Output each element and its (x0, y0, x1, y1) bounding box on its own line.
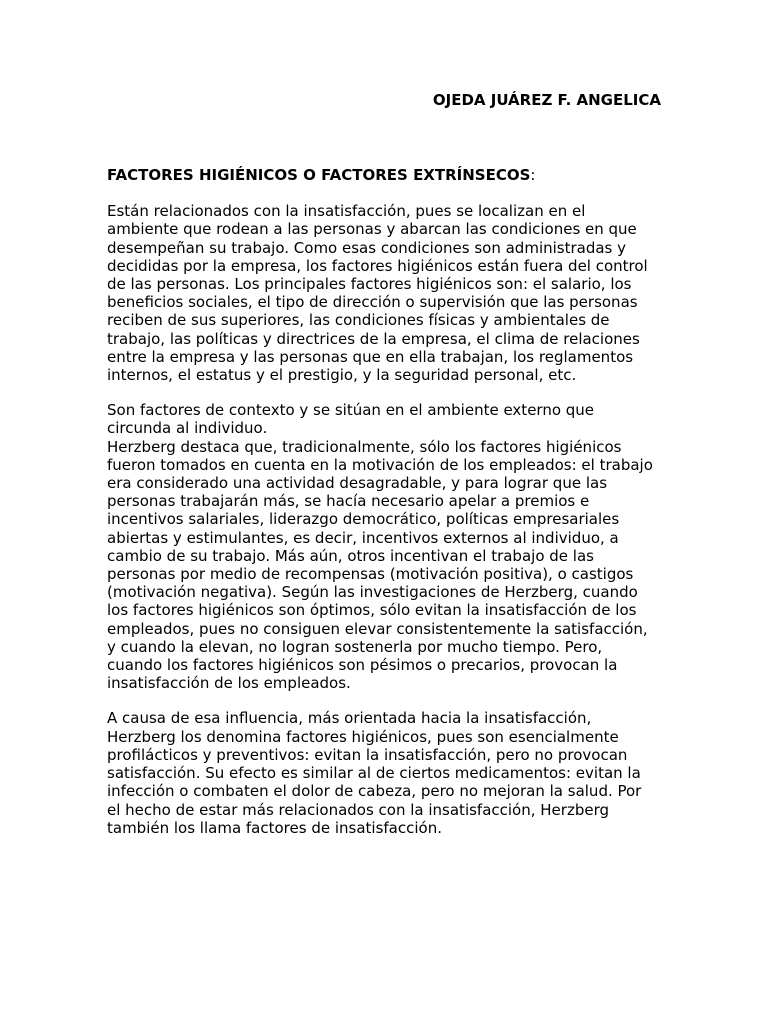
section-heading-text: FACTORES HIGIÉNICOS O FACTORES EXTRÍNSECOS (107, 166, 531, 184)
section-heading (107, 166, 663, 184)
section-heading-suffix: : (530, 166, 536, 184)
paragraph-4: A causa de esa influencia, más orientada hacia la insatisfacción, Herzberg los denomina factores higiénicos, pues son esencialmente profilácticos y preventivos: evitan la insatisfacción, pero no provocan satisfacción. Su efecto es similar al de ciertos medicamentos: evitan la infección o combaten el dolor de cabeza, pero no mejoran la salud. Por el hecho de estar más relacionados con la insatisfacción, Herzberg también los llama factores de insatisfacción. (107, 709, 642, 837)
document-body (107, 166, 663, 854)
paragraph-3: Herzberg destaca que, tradicionalmente, sólo los factores higiénicos fueron tomados en cuenta en la motivación de los empleados: el trabajo era considerado una actividad desagradable, y para lograr que las personas trabajarán más, se hacía necesario apelar a premios e incentivos salariales, liderazgo democrático, políticas empresariales abiertas y estimulantes, es decir, incentivos externos al individuo, a cambio de su trabajo. Más aún, otros incentivan el trabajo de las personas por medio de recompensas (motivación positiva), o castigos (motivación negativa). Según las investigaciones de Herzberg, cuando los factores higiénicos son óptimos, sólo evitan la insatisfacción de los empleados, pues no consiguen elevar consistentemente la satisfacción, y cuando la elevan, no logran sostenerla por mucho tiempo. Pero, cuando los factores higiénicos son pésimos o precarios, provocan la insatisfacción de los empleados. (107, 437, 653, 693)
paragraph-2: Son factores de contexto y se sitúan en el ambiente externo que circunda al individuo. (107, 401, 595, 438)
paragraph-1: Están relacionados con la insatisfacción, pues se localizan en el ambiente que rodean a las personas y abarcan las condiciones en que desempeñan su trabajo. Como esas condiciones son administradas y decididas por la empresa, los factores higiénicos están fuera del control de las personas. Los principales factores higiénicos son: el salario, los beneficios sociales, el tipo de dirección o supervisión que las personas reciben de sus superiores, las condiciones físicas y ambientales de trabajo, las políticas y directrices de la empresa, el clima de relaciones entre la empresa y las personas que en ella trabajan, los reglamentos internos, el estatus y el prestigio, y la seguridad personal, etc. (107, 202, 648, 385)
author-name: OJEDA JUÁREZ F. ANGELICA (432, 91, 661, 109)
